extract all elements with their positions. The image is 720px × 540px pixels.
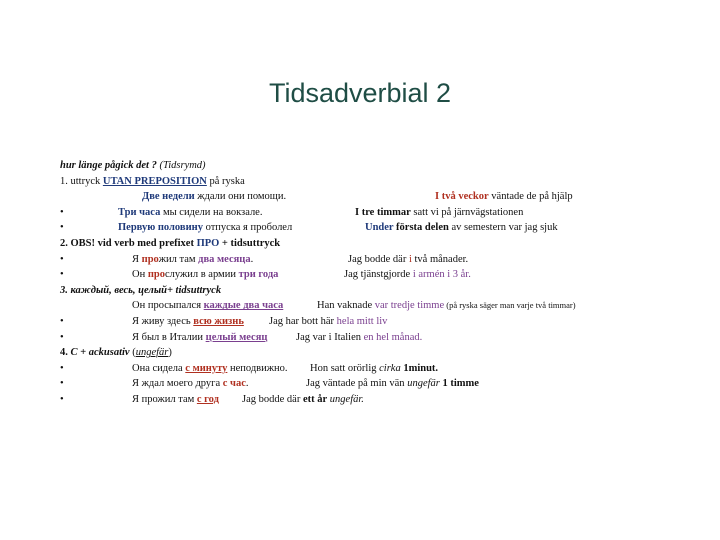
russian-emphasis: Первую половину (118, 222, 203, 234)
swedish-text: Jag bodde där (242, 393, 303, 405)
swedish-emphasis: i armén i 3 år. (412, 269, 471, 281)
bullet: • (60, 206, 64, 218)
swedish-text: Jag väntade på min vän (306, 378, 408, 390)
example-swedish (269, 316, 387, 327)
rule-4-number: 4. (60, 347, 71, 359)
example-russian (132, 300, 283, 311)
example-russian (132, 254, 253, 265)
rule-2-plus: + (219, 237, 231, 249)
russian-emphasis: всю жизнь (193, 315, 244, 327)
russian-text: Он просыпался (132, 300, 204, 312)
russian-emphasis: с час (222, 378, 246, 390)
swedish-emphasis: I två veckor (435, 191, 489, 203)
swedish-text: Jag var i Italien (296, 331, 364, 343)
russian-prefix: про (141, 253, 159, 265)
heading-duration (60, 160, 710, 176)
bullet: • (60, 362, 64, 374)
example-swedish (365, 222, 558, 233)
russian-prefix: про (147, 269, 165, 281)
rule-2-text (60, 238, 280, 249)
russian-text: мы сидели на вокзале. (160, 206, 263, 218)
example-russian (142, 191, 286, 202)
swedish-text: Hon satt orörlig (310, 362, 380, 374)
example-russian (132, 332, 267, 343)
example-swedish (344, 269, 471, 280)
swedish-emphasis: Under (365, 222, 394, 234)
russian-emphasis: три года (238, 269, 279, 281)
russian-text: Я был в Италии (132, 331, 206, 343)
rule-1 (60, 176, 710, 192)
swedish-text: satt vi på järnvägstationen (410, 206, 524, 218)
russian-text: ждали они помощи. (194, 191, 287, 203)
swedish-emphasis: i (408, 253, 412, 265)
example-swedish (306, 378, 479, 389)
rule-4-paren-close: ) (168, 347, 172, 359)
russian-emphasis: каждые два часа (203, 300, 284, 312)
swedish-emphasis: hela mitt liv (336, 315, 388, 327)
rule-3 (60, 285, 710, 301)
bullet: • (60, 315, 64, 327)
example-russian (132, 394, 219, 405)
example-row (60, 222, 710, 238)
russian-emphasis: Две недели (142, 191, 195, 203)
rule-2 (60, 238, 710, 254)
example-row (60, 300, 710, 316)
bullet: • (60, 331, 64, 343)
russian-text: Я прожил там (132, 393, 197, 405)
heading-text (60, 160, 206, 171)
swedish-emphasis: en hel månad. (363, 331, 423, 343)
swedish-text: Jag bodde där (348, 253, 409, 265)
russian-text-2: неподвижно. (227, 362, 288, 374)
heading-question: hur länge pågick det ? (60, 160, 160, 171)
bullet: • (60, 222, 64, 234)
example-row (60, 378, 710, 394)
bullet: • (60, 253, 64, 265)
rule-4 (60, 347, 710, 363)
swedish-text-2: två månader. (411, 253, 469, 265)
russian-text: отпуска я проболел (202, 222, 293, 234)
swedish-emphasis: I tre timmar (355, 206, 411, 218)
example-row (60, 332, 710, 348)
russian-text: Я живу здесь (132, 315, 194, 327)
example-russian (118, 207, 262, 218)
russian-text: Я (132, 253, 142, 265)
example-swedish (242, 394, 364, 405)
example-russian (132, 378, 249, 389)
russian-text: Я ждал моего друга (132, 378, 223, 390)
example-row (60, 191, 710, 207)
rule-4-paren-open: ( (129, 347, 136, 359)
swedish-emphasis: cirka (379, 362, 401, 374)
example-swedish (296, 332, 422, 343)
example-russian (118, 222, 292, 233)
rule-1-text (60, 176, 245, 187)
swedish-value: 1 timme (439, 378, 479, 390)
bullet: • (60, 269, 64, 281)
swedish-value: 1minut. (400, 362, 439, 374)
rule-4-meaning: ungefär (135, 347, 169, 359)
slide-title: Tidsadverbial 2 (268, 78, 452, 108)
russian-emphasis: с минуту (185, 362, 228, 374)
russian-emphasis: Три часа (118, 206, 161, 218)
swedish-emphasis: var tredje timme (374, 300, 445, 312)
example-row (60, 269, 710, 285)
russian-emphasis: целый месяц (205, 331, 268, 343)
bullet: • (60, 378, 64, 390)
swedish-emphasis: ett år (302, 393, 328, 405)
rule-1-number: 1. uttryck (60, 175, 103, 187)
russian-emphasis: с год (196, 393, 219, 405)
swedish-text: av semestern var jag sjuk (448, 222, 558, 234)
slide-content (60, 160, 710, 410)
rule-3-text (60, 285, 221, 296)
swedish-text: Jag har bott här (269, 315, 337, 327)
example-swedish (310, 363, 438, 374)
rule-2-prefix: ПРО (196, 237, 220, 249)
heading-term: (Tidsrymd) (159, 160, 206, 171)
rule-2-label: 2. OBS! vid verb med prefixet (60, 237, 197, 249)
russian-text: Она сидела (132, 362, 186, 374)
russian-period: . (250, 253, 254, 265)
russian-text: Он (132, 269, 148, 281)
example-row (60, 207, 710, 223)
swedish-text-2: ungefär. (327, 393, 364, 405)
example-swedish (348, 254, 468, 265)
swedish-text: Han vaknade (317, 300, 375, 312)
russian-text-2: служил в армии (164, 269, 239, 281)
rule-3-words: 3. каждый, весь, целый (60, 284, 167, 296)
example-swedish (317, 300, 576, 311)
example-swedish (435, 191, 573, 202)
rule-1-suffix: på ryska (206, 175, 245, 187)
example-row (60, 316, 710, 332)
russian-emphasis: два месяца (198, 253, 251, 265)
swedish-emphasis-2: första delen (393, 222, 449, 234)
russian-period: . (245, 378, 249, 390)
rule-3-term: + tidsuttryck (166, 284, 222, 296)
example-row (60, 394, 710, 410)
example-russian (132, 269, 278, 280)
example-row (60, 363, 710, 379)
rule-4-text (60, 347, 172, 358)
bullet: • (60, 393, 64, 405)
example-russian (132, 316, 244, 327)
swedish-emphasis: ungefär (407, 378, 440, 390)
example-row (60, 254, 710, 270)
swedish-text: Jag tjänstgjorde (344, 269, 413, 281)
example-swedish (355, 207, 523, 218)
rule-1-keyword: UTAN PREPOSITION (102, 175, 207, 187)
rule-2-term: tidsuttryck (230, 237, 281, 249)
swedish-note: (på ryska säger man varje två timmar) (444, 300, 576, 311)
swedish-text: väntade de på hjälp (488, 191, 573, 203)
rule-4-term: С + ackusativ (70, 347, 130, 359)
russian-text-2: жил там (158, 253, 199, 265)
example-russian (132, 363, 288, 374)
